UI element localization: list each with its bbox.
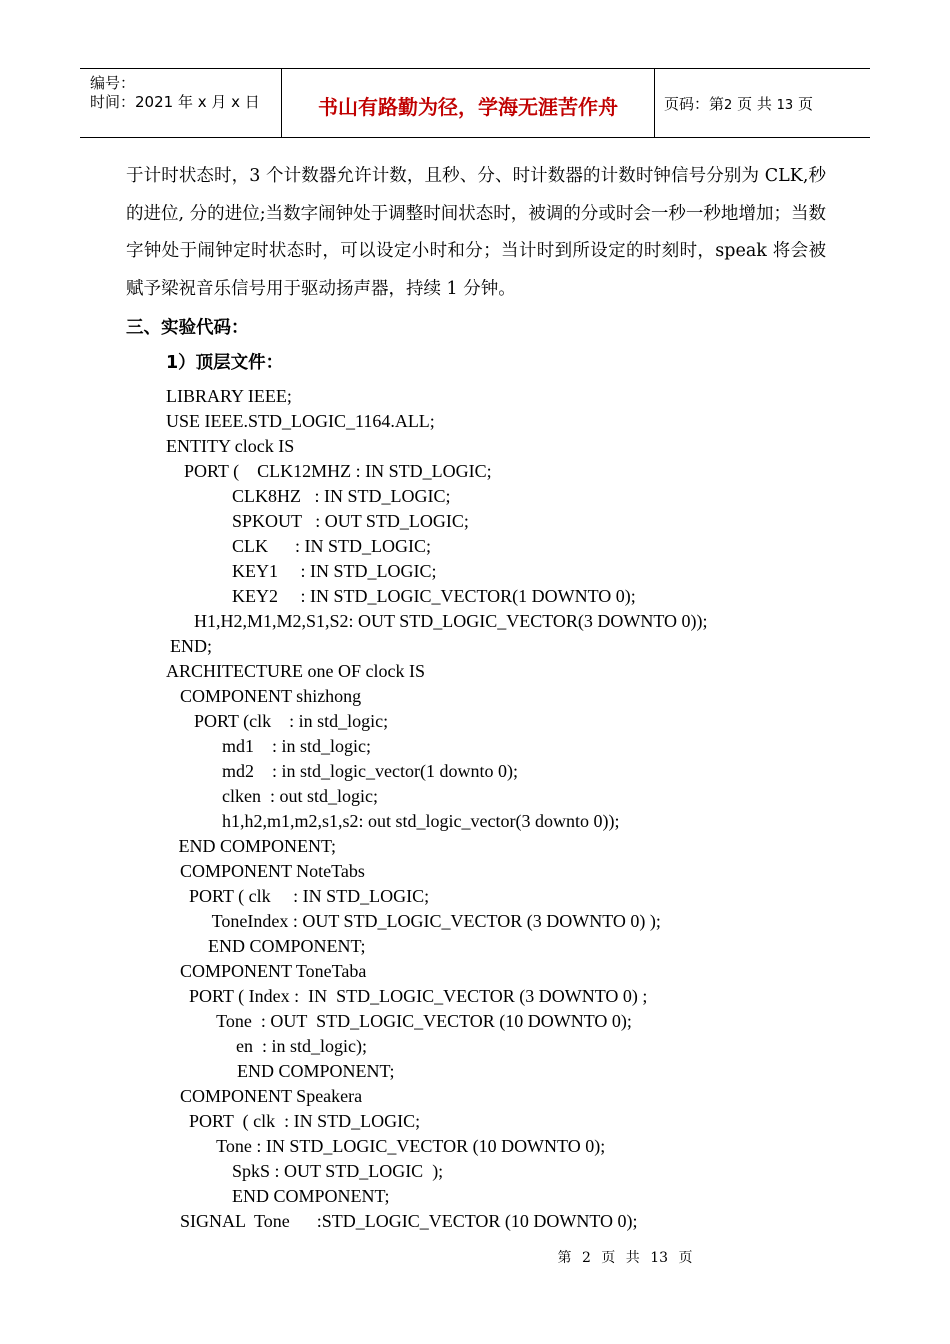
code-line: COMPONENT shizhong — [180, 686, 362, 706]
code-line: ToneIndex : OUT STD_LOGIC_VECTOR (3 DOWNTO 0) ); — [194, 911, 661, 931]
code-line: COMPONENT ToneTaba — [180, 961, 367, 981]
code-line: Tone : IN STD_LOGIC_VECTOR (10 DOWNTO 0); — [194, 1136, 606, 1156]
code-line: h1,h2,m1,m2,s1,s2: out std_logic_vector(3 downto 0)); — [222, 811, 620, 831]
code-line: md1 : in std_logic; — [222, 736, 372, 756]
code-line: H1,H2,M1,M2,S1,S2: OUT STD_LOGIC_VECTOR(3 DOWNTO 0)); — [194, 611, 708, 631]
code-line: USE IEEE.STD_LOGIC_1164.ALL; — [166, 411, 435, 431]
code-line: PORT ( clk : IN STD_LOGIC; — [180, 886, 430, 906]
date-label: 时间：2021 年 x 月 x 日 — [90, 93, 260, 111]
code-line: SpkS : OUT STD_LOGIC ); — [232, 1161, 444, 1181]
header-info-cell — [80, 69, 282, 137]
code-line: PORT ( Index : IN STD_LOGIC_VECTOR (3 DOWNTO 0) ; — [180, 986, 648, 1006]
code-line: CLK : IN STD_LOGIC; — [232, 536, 431, 556]
page-footer — [0, 1247, 950, 1267]
code-line: en : in std_logic); — [227, 1036, 367, 1056]
code-line: COMPONENT Speakera — [180, 1086, 363, 1106]
page-suffix: 页 — [797, 95, 813, 113]
code-line: END COMPONENT; — [232, 1186, 390, 1206]
code-line: END COMPONENT; — [208, 936, 366, 956]
code-line: COMPONENT NoteTabs — [180, 861, 365, 881]
subsection-title: 1）顶层文件： — [166, 353, 284, 373]
code-line: PORT ( clk : IN STD_LOGIC; — [180, 1111, 421, 1131]
code-line: LIBRARY IEEE; — [166, 386, 292, 406]
footer-page-number: 第 2 页 共 13 页 — [557, 1250, 693, 1266]
code-line: END; — [170, 636, 212, 656]
body-paragraph: 于计时状态时，3 个计数器允许计数，且秒、分、时计数器的计数时钟信号分别为 CLK,秒的进位, 分的进位;当数字闹钟处于调整时间状态时，被调的分或时会一秒一秒地增加；当数字钟处于闹钟定时状态时，可以设定小时和分；当计时到所设定的时刻时，speak 将会被赋予梁祝音乐信号用于驱动扬声器，持续 1 分钟。 — [126, 166, 826, 299]
page-current: 2 — [724, 98, 733, 113]
motto: 书山有路勤为径，学海无涯苦作舟 — [318, 95, 618, 119]
header-page-number — [664, 93, 813, 114]
code-line: SIGNAL Tone :STD_LOGIC_VECTOR (10 DOWNTO 0); — [180, 1211, 638, 1231]
header-page-cell — [655, 69, 870, 137]
page-total: 13 — [776, 98, 794, 113]
code-line: ENTITY clock IS — [166, 436, 295, 456]
code-line: KEY2 : IN STD_LOGIC_VECTOR(1 DOWNTO 0); — [232, 586, 636, 606]
header-motto-cell — [282, 69, 655, 137]
code-line: SPKOUT : OUT STD_LOGIC; — [232, 511, 469, 531]
code-line: CLK8HZ : IN STD_LOGIC; — [232, 486, 451, 506]
code-line: PORT (clk : in std_logic; — [194, 711, 389, 731]
number-label: 编号： — [90, 74, 136, 92]
code-line: END COMPONENT; — [174, 836, 337, 856]
code-line: ARCHITECTURE one OF clock IS — [166, 661, 425, 681]
code-line: md2 : in std_logic_vector(1 downto 0); — [222, 761, 518, 781]
code-line: PORT ( CLK12MHZ : IN STD_LOGIC; — [184, 461, 492, 481]
code-line: END COMPONENT; — [237, 1061, 395, 1081]
page-mid: 页 共 — [737, 95, 772, 113]
code-line: clken : out std_logic; — [222, 786, 378, 806]
code-line: KEY1 : IN STD_LOGIC; — [232, 561, 437, 581]
page-prefix: 页码：第 — [664, 95, 725, 113]
section-title: 三、实验代码： — [126, 318, 249, 338]
page-header — [80, 68, 870, 138]
code-line: Tone : OUT STD_LOGIC_VECTOR (10 DOWNTO 0); — [194, 1011, 632, 1031]
